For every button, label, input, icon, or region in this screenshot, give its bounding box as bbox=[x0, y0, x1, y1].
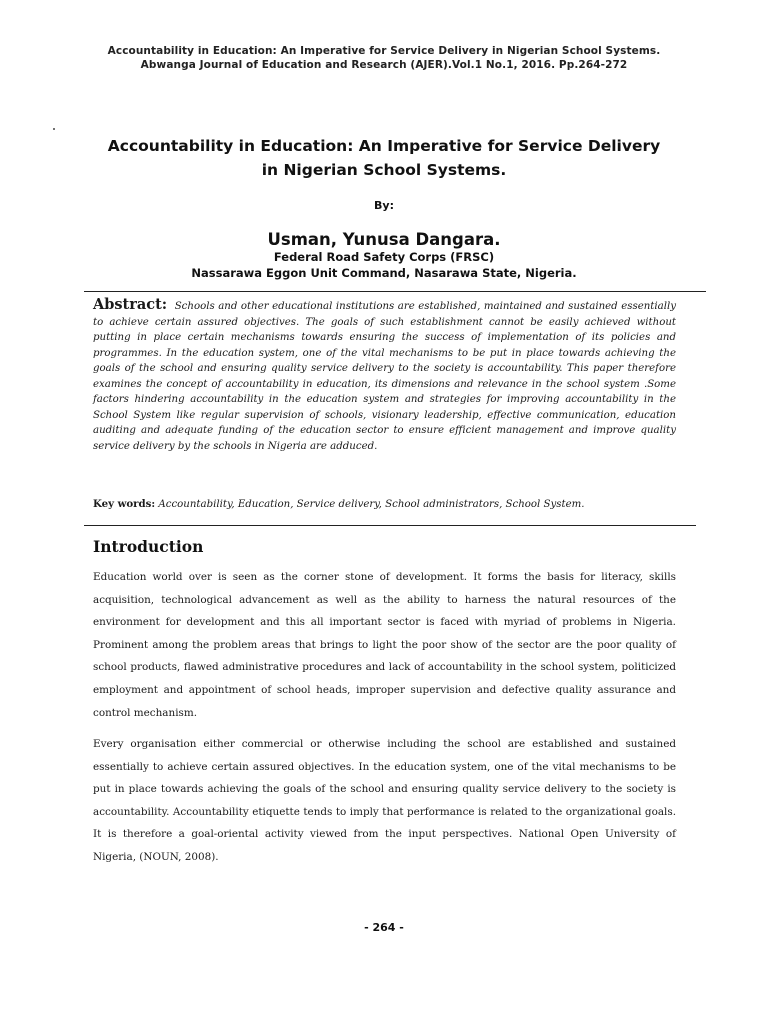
abstract bbox=[93, 297, 676, 454]
author-name: Usman, Yunusa Dangara. bbox=[267, 230, 501, 249]
paper-title bbox=[60, 134, 708, 182]
running-header-title: Accountability in Education: An Imperative for Service Delivery in Nigerian School Systems. bbox=[107, 45, 661, 57]
page-number: - 264 - bbox=[364, 921, 404, 934]
stray-mark bbox=[53, 128, 55, 130]
keywords-text: Accountability, Education, Service delivery, School administrators, School System. bbox=[158, 499, 585, 510]
keywords-label: Key words: bbox=[93, 498, 156, 510]
abstract-bottom-divider bbox=[84, 525, 696, 526]
introduction-paragraph-1: Education world over is seen as the corner stone of development. It forms the basis for literacy, skills acquisition, technological advancement as well as the ability to harness the natural resources of the environment for development and this all important sector is faced with myriad of problems in Nigeria. Prominent among the problem areas that brings to light the poor show of the sector are the poor quality of school products, flawed administrative procedures and lack of accountability in the school system, politicized employment and appointment of school heads, improper supervision and defective quality assurance and control mechanism. bbox=[93, 571, 676, 719]
paper-title-line2: in Nigerian School Systems. bbox=[261, 161, 507, 179]
author-affiliation-location: Nassarawa Eggon Unit Command, Nasarawa State, Nigeria. bbox=[191, 266, 577, 280]
byline: By: bbox=[374, 199, 394, 212]
author-affiliation-org: Federal Road Safety Corps (FRSC) bbox=[273, 250, 495, 264]
abstract-text: Schools and other educational institutions are established, maintained and sustained essentially to achieve certain assured objectives. The goals of such establishment cannot be easily achieved without putting in place certain mechanisms towards ensuring the success of implementation of its policies and programmes. In the education system, one of the vital mechanisms to be put in place towards achieving the goals of the school and ensuring quality service delivery to the society is accountability. This paper therefore examines the concept of accountability in education, its dimensions and relevance in the school system .Some factors hindering accountability in the education system and strategies for improving accountability in the School System like regular supervision of schools, visionary leadership, effective communication, education auditing and adequate funding of the education sector to ensure efficient management and improve quality service delivery by the schools in Nigeria are adduced. bbox=[93, 301, 676, 452]
abstract-top-divider bbox=[84, 291, 706, 292]
running-header-journal: Abwanga Journal of Education and Research (AJER).Vol.1 No.1, 2016. Pp.264-272 bbox=[140, 59, 628, 71]
keywords bbox=[93, 498, 693, 510]
paper-title-line1: Accountability in Education: An Imperative for Service Delivery bbox=[107, 137, 661, 155]
abstract-label: Abstract: bbox=[93, 296, 168, 313]
section-heading-introduction: Introduction bbox=[93, 537, 204, 556]
introduction-paragraph-2: Every organisation either commercial or otherwise including the school are established and sustained essentially to achieve certain assured objectives. In the education system, one of the vital mechanisms to be put in place towards achieving the goals of the school and ensuring quality service delivery to the society is accountability. Accountability etiquette tends to imply that performance is related to the organizational goals. It is therefore a goal-oriental activity viewed from the input perspectives. National Open University of Nigeria, (NOUN, 2008). bbox=[93, 738, 676, 863]
